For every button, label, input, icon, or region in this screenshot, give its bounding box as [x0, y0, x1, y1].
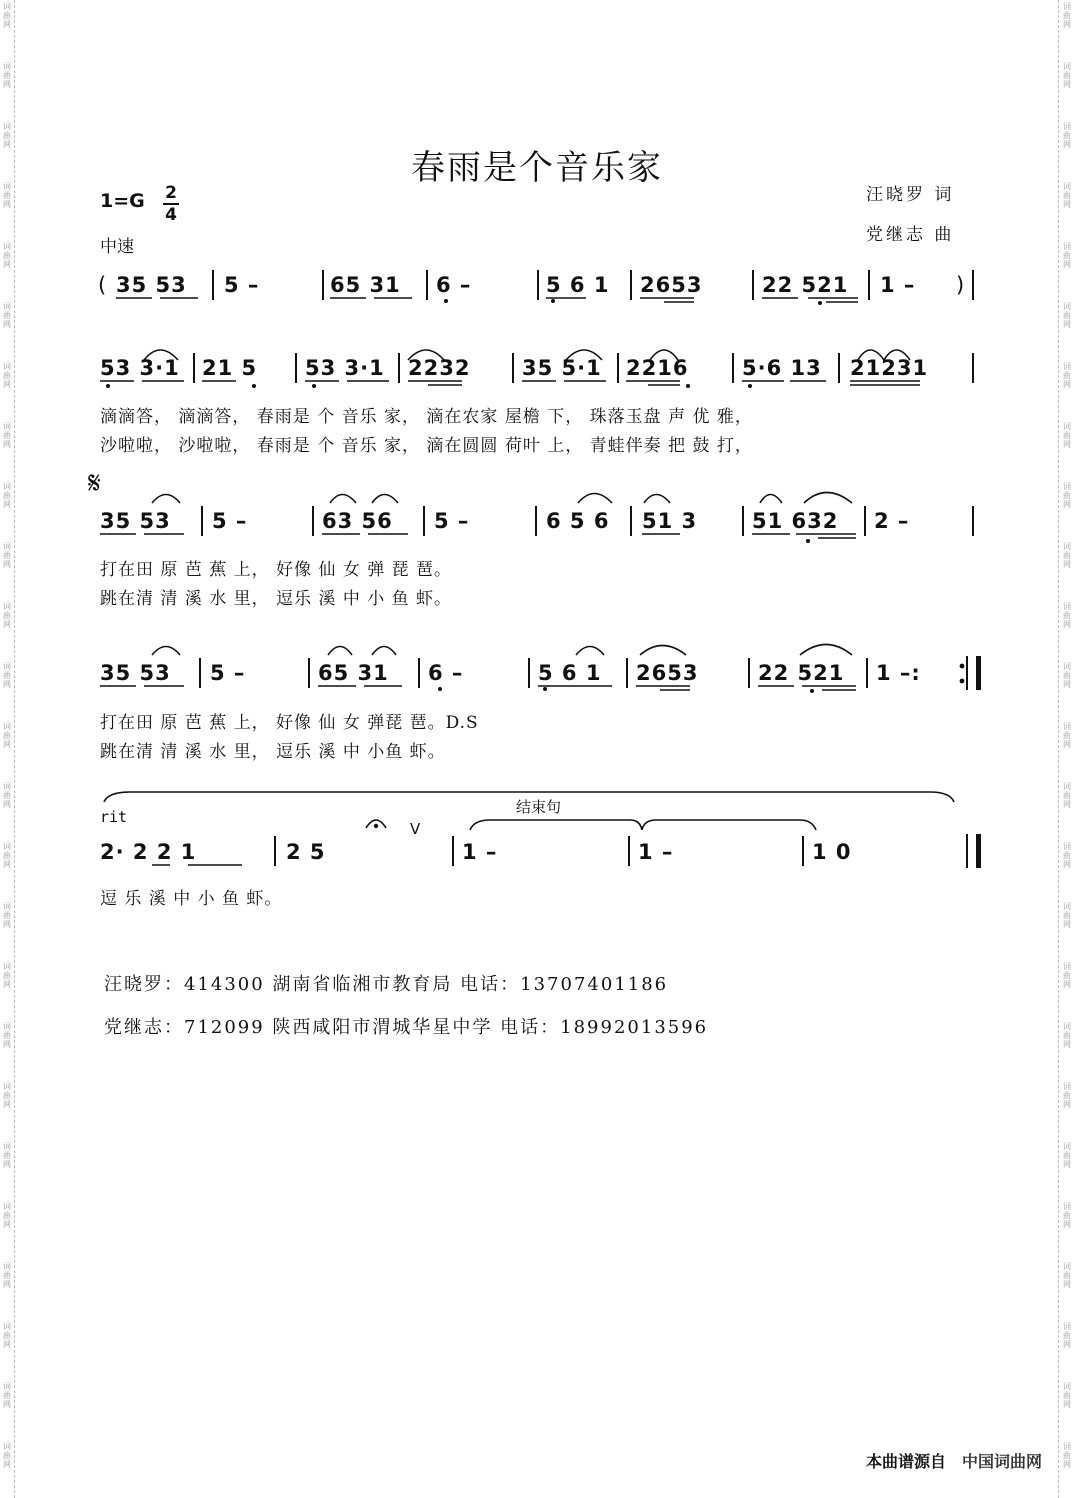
watermark-mark: 词 曲 网: [3, 242, 11, 269]
verse-lyrics-1: 滴滴答， 滴滴答， 春雨是 个 音乐 家， 滴在农家 屋檐 下， 珠落玉盘 声 优 雅，: [100, 407, 753, 427]
verse-bar-4: 2232: [408, 356, 471, 380]
ending-bar-1: 2· 2 2 1: [100, 840, 197, 864]
tempo-marking: 中速: [100, 237, 134, 257]
watermark-mark: 词 曲 网: [1063, 182, 1071, 209]
chorus-a-lyrics-2: 跳在清 清 溪 水 里， 逗乐 溪 中 小 鱼 虾。: [100, 589, 453, 609]
watermark-mark: 词 曲 网: [3, 1022, 11, 1049]
watermark-mark: 词 曲 网: [1063, 662, 1071, 689]
watermark-mark: 词 曲 网: [1063, 122, 1071, 149]
ending-lyrics: 逗 乐 溪 中 小 鱼 虾。: [100, 889, 283, 909]
watermark-mark: 词 曲 网: [1063, 962, 1071, 989]
chorus-b-bar-1: 35 53: [100, 661, 171, 685]
footer-source: [866, 1449, 1042, 1472]
watermark-mark: 词 曲 网: [1063, 842, 1071, 869]
intro-bar-7: 22 521: [762, 273, 849, 297]
time-signature-bottom: 4: [165, 205, 177, 225]
watermark-mark: 词 曲 网: [1063, 482, 1071, 509]
chorus-b-bar-2: 5 –: [210, 661, 246, 685]
watermark-mark: 词 曲 网: [3, 902, 11, 929]
watermark-mark: 词 曲 网: [3, 782, 11, 809]
song-title: 春雨是个音乐家: [411, 148, 663, 188]
intro-bar-3: 65 31: [330, 273, 401, 297]
watermark-mark: 词 曲 网: [1063, 722, 1071, 749]
watermark-mark: 词 曲 网: [3, 842, 11, 869]
chorus-a-bar-8: 2 –: [874, 509, 910, 533]
verse-bar-8: 21231: [850, 356, 929, 380]
watermark-mark: 词 曲 网: [3, 962, 11, 989]
verse-bar-3: 53 3·1: [305, 356, 385, 380]
ending-bar-4: 1 –: [638, 840, 674, 864]
chorus-a-bar-1: 35 53: [100, 509, 171, 533]
watermark-mark: 词 曲 网: [3, 482, 11, 509]
watermark-mark: 词 曲 网: [3, 1442, 11, 1469]
chorus-a-bar-5: 6 5 6: [546, 509, 610, 533]
watermark-mark: 词 曲 网: [1063, 782, 1071, 809]
intro-bar-2: 5 –: [224, 273, 260, 297]
chorus-a-lyrics-1: 打在田 原 芭 蕉 上， 好像 仙 女 弹 琵 琶。: [100, 560, 453, 580]
watermark-mark: 词 曲 网: [1063, 1262, 1071, 1289]
ending-label: 结束句: [516, 798, 562, 816]
breath-mark: V: [410, 820, 421, 838]
chorus-b-bar-6: 2653: [636, 661, 699, 685]
watermark-mark: 词 曲 网: [3, 422, 11, 449]
verse-bar-1: 53 3·1: [100, 356, 180, 380]
verse-bar-6: 2216: [626, 356, 689, 380]
watermark-mark: 词 曲 网: [1063, 1202, 1071, 1229]
watermark-mark: 词 曲 网: [1063, 1022, 1071, 1049]
chorus-a-bar-6: 51 3: [642, 509, 698, 533]
composer-credit: 党继志 曲: [866, 225, 955, 245]
watermark-mark: 词 曲 网: [1063, 302, 1071, 329]
watermark-mark: 词 曲 网: [3, 122, 11, 149]
watermark-mark: 词 曲 网: [3, 602, 11, 629]
time-signature-top: 2: [165, 183, 177, 203]
intro-open-paren: (: [98, 273, 108, 297]
chorus-a-bar-4: 5 –: [434, 509, 470, 533]
intro-bar-8: 1 –: [880, 273, 916, 297]
watermark-mark: 词 曲 网: [3, 542, 11, 569]
contact-lyricist: 汪晓罗：414300 湖南省临湘市教育局 电话：13707401186: [104, 974, 669, 995]
verse-lyrics-2: 沙啦啦， 沙啦啦， 春雨是 个 音乐 家， 滴在圆圆 荷叶 上， 青蛙伴奏 把 鼓 打，: [100, 436, 753, 456]
watermark-mark: 词 曲 网: [3, 1262, 11, 1289]
intro-bar-5: 5 6 1: [546, 273, 610, 297]
chorus-a-bar-2: 5 –: [212, 509, 248, 533]
chorus-b-bar-3: 65 31: [318, 661, 389, 685]
ending-bar-5: 1 0: [812, 840, 852, 864]
watermark-mark: 词 曲 网: [1063, 422, 1071, 449]
watermark-mark: 词 曲 网: [1063, 1322, 1071, 1349]
lyricist-credit: 汪晓罗 词: [866, 185, 955, 205]
chorus-b-bar-7: 22 521: [758, 661, 845, 685]
intro-bar-6: 2653: [640, 273, 703, 297]
watermark-mark: 词 曲 网: [3, 2, 11, 29]
watermark-mark: 词 曲 网: [1063, 362, 1071, 389]
watermark-mark: 词 曲 网: [3, 1082, 11, 1109]
watermark-mark: 词 曲 网: [3, 362, 11, 389]
watermark-mark: 词 曲 网: [1063, 1142, 1071, 1169]
footer-site-link[interactable]: 中国词曲网: [961, 1452, 1042, 1471]
chorus-b-lyrics-1: 打在田 原 芭 蕉 上， 好像 仙 女 弹琵 琶。D.S: [100, 713, 479, 733]
watermark-mark: 词 曲 网: [1063, 1382, 1071, 1409]
watermark-mark: 词 曲 网: [1063, 1082, 1071, 1109]
watermark-mark: 词 曲 网: [3, 302, 11, 329]
watermark-mark: 词 曲 网: [1063, 602, 1071, 629]
watermark-mark: 词 曲 网: [1063, 2, 1071, 29]
verse-bar-7: 5·6 13: [742, 356, 822, 380]
watermark-mark: 词 曲 网: [1063, 1442, 1071, 1469]
watermark-mark: 词 曲 网: [3, 1202, 11, 1229]
watermark-mark: 词 曲 网: [3, 1322, 11, 1349]
verse-bar-2: 21 5: [202, 356, 258, 380]
key-signature: 1=G: [100, 190, 145, 212]
segno-sign: 𝄋: [88, 466, 101, 501]
watermark-mark: 词 曲 网: [1063, 902, 1071, 929]
verse-bar-5: 35 5·1: [522, 356, 602, 380]
watermark-mark: 词 曲 网: [3, 182, 11, 209]
watermark-mark: 词 曲 网: [1063, 62, 1071, 89]
intro-bar-1: 35 53: [116, 273, 187, 297]
watermark-mark: 词 曲 网: [1063, 542, 1071, 569]
rit-marking: rit: [100, 808, 128, 826]
ending-bar-2: 2 5: [286, 840, 326, 864]
watermark-mark: 词 曲 网: [3, 62, 11, 89]
watermark-mark: 词 曲 网: [1063, 242, 1071, 269]
watermark-mark: 词 曲 网: [3, 1142, 11, 1169]
intro-bar-4: 6 –: [436, 273, 472, 297]
chorus-b-bar-8: 1 –:: [876, 661, 921, 685]
chorus-b-bar-5: 5 6 1: [538, 661, 602, 685]
chorus-b-bar-4: 6 –: [428, 661, 464, 685]
contact-composer: 党继志：712099 陕西咸阳市渭城华星中学 电话：18992013596: [104, 1017, 709, 1038]
watermark-mark: 词 曲 网: [3, 722, 11, 749]
chorus-b-lyrics-2: 跳在清 清 溪 水 里， 逗乐 溪 中 小鱼 虾。: [100, 742, 446, 762]
ending-bar-3: 1 –: [462, 840, 498, 864]
intro-close-paren: ): [956, 273, 966, 297]
chorus-a-bar-3: 63 56: [322, 509, 393, 533]
watermark-mark: 词 曲 网: [3, 662, 11, 689]
chorus-a-bar-7: 51 632: [752, 509, 839, 533]
watermark-mark: 词 曲 网: [3, 1382, 11, 1409]
footer-label: 本曲谱源自: [865, 1452, 946, 1471]
